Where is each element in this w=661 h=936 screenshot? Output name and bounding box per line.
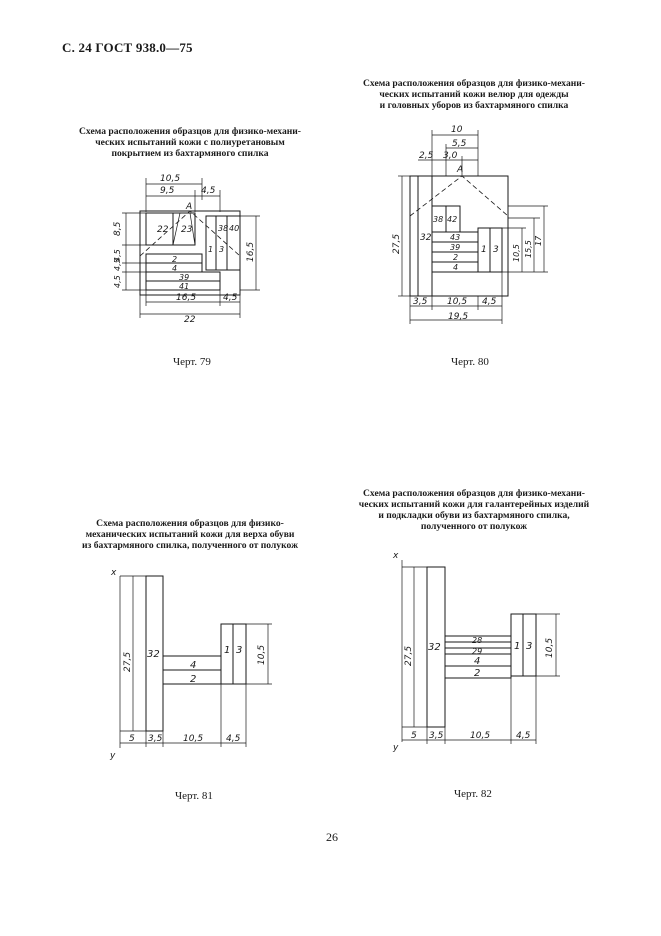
fig80-dim-right2: 15,5 bbox=[524, 240, 533, 258]
fig79-label-40: 40 bbox=[229, 224, 240, 233]
fig82-dim-b2: 3,5 bbox=[429, 731, 444, 741]
fig80-dim-top1: 10 bbox=[451, 125, 463, 135]
fig79-dim-left4: 4,5 bbox=[113, 275, 122, 288]
fig80-dim-left: 27,5 bbox=[392, 233, 402, 254]
fig82-label-28: 28 bbox=[472, 636, 483, 645]
fig79-title: Схема расположения образцов для физико-механи- ческих испытаний кожи с полиуретановым покрытием из бахтармяного спилка bbox=[79, 126, 301, 159]
fig79-label-1: 1 bbox=[208, 245, 214, 254]
fig80-caption: Черт. 80 bbox=[451, 356, 489, 368]
fig79-dim-top2b: 4,5 bbox=[201, 186, 216, 196]
fig79-dim-right: 16,5 bbox=[246, 241, 256, 262]
fig80-label-3: 3 bbox=[493, 245, 499, 255]
fig80-dim-right1: 10,5 bbox=[512, 244, 521, 262]
fig79-label-23: 23 bbox=[181, 225, 193, 235]
fig80-label-38: 38 bbox=[433, 215, 444, 224]
fig79-label-4: 4 bbox=[172, 264, 178, 273]
fig80-label-1: 1 bbox=[481, 245, 487, 255]
fig80-label-43: 43 bbox=[450, 233, 461, 242]
fig79-caption: Черт. 79 bbox=[173, 356, 211, 368]
fig81-label-32: 32 bbox=[147, 649, 160, 660]
fig79-dim-left2: 4,5 bbox=[113, 249, 122, 262]
fig82-label-29: 29 bbox=[472, 647, 483, 656]
fig82-title: Схема расположения образцов для физико-механи- ческих испытаний кожи для галантерейных изделий и подкладки обуви из бахтармяного спилка, полученного от полукож bbox=[358, 488, 590, 532]
fig81-dim-b4: 4,5 bbox=[226, 734, 241, 744]
fig79-dim-bot2: 22 bbox=[184, 315, 196, 325]
fig79-label-3: 3 bbox=[219, 245, 225, 254]
fig82-dim-left: 27,5 bbox=[404, 645, 414, 666]
fig81-label-1: 1 bbox=[224, 645, 231, 656]
page-number: 26 bbox=[326, 830, 338, 844]
fig82-dim-b3: 10,5 bbox=[470, 731, 491, 741]
fig80-label-2: 2 bbox=[453, 253, 459, 262]
fig79-label-2: 2 bbox=[172, 255, 178, 264]
fig81-label-4: 4 bbox=[190, 660, 197, 671]
fig80-dim-top2: 5,5 bbox=[452, 139, 467, 149]
fig80-dim-top3a: 2,5 bbox=[419, 151, 434, 161]
fig81-title: Схема расположения образцов для физико- механических испытаний кожи для верха обуви из бахтармяного спилка, полученного от полукож bbox=[81, 518, 299, 551]
fig82-dim-b1: 5 bbox=[411, 731, 417, 741]
fig79-label-39: 39 bbox=[179, 273, 190, 282]
fig82-dim-right: 10,5 bbox=[545, 637, 555, 658]
fig79-label-a: A bbox=[186, 202, 193, 212]
fig80-label-39: 39 bbox=[450, 243, 461, 252]
fig81-axis-x: x bbox=[111, 568, 117, 578]
fig80-dim-right3: 17 bbox=[534, 235, 543, 246]
fig80-dim-bot1c: 4,5 bbox=[482, 297, 497, 307]
fig80-label-4: 4 bbox=[453, 263, 459, 272]
fig79-dim-bot1a: 16,5 bbox=[176, 293, 197, 303]
fig79-dim-bot1b: 4,5 bbox=[223, 293, 238, 303]
fig82-axis-x: x bbox=[393, 551, 399, 561]
fig80-dim-bot2: 19,5 bbox=[448, 312, 469, 322]
fig82-label-3: 3 bbox=[526, 641, 533, 652]
fig81-caption: Черт. 81 bbox=[175, 790, 213, 802]
fig82-label-2: 2 bbox=[474, 668, 481, 679]
fig80-label-32: 32 bbox=[420, 233, 432, 243]
fig80-label-42: 42 bbox=[447, 215, 458, 224]
fig82-axis-y: y bbox=[393, 743, 399, 753]
fig81-dim-left: 27,5 bbox=[123, 651, 133, 672]
fig79-dim-left1: 8,5 bbox=[113, 221, 123, 236]
fig82-dim-b4: 4,5 bbox=[516, 731, 531, 741]
fig81-dim-b3: 10,5 bbox=[183, 734, 204, 744]
fig79-label-38: 38 bbox=[218, 224, 229, 233]
page-header: С. 24 ГОСТ 938.0—75 bbox=[62, 40, 193, 55]
fig82-label-1: 1 bbox=[514, 641, 521, 652]
fig79-label-41: 41 bbox=[179, 282, 190, 291]
fig81-dim-b2: 3,5 bbox=[148, 734, 163, 744]
fig79-dim-top1: 10,5 bbox=[160, 174, 181, 184]
fig82-label-4: 4 bbox=[474, 656, 481, 667]
fig79-label-22: 22 bbox=[157, 225, 169, 235]
fig80-dim-top3b: 3,0 bbox=[443, 151, 458, 161]
fig81-axis-y: y bbox=[110, 751, 116, 761]
fig80-dim-bot1a: 3,5 bbox=[413, 297, 428, 307]
fig80-dim-bot1b: 10,5 bbox=[447, 297, 468, 307]
fig81-dim-right: 10,5 bbox=[257, 644, 267, 665]
fig82-caption: Черт. 82 bbox=[454, 788, 492, 800]
fig82-label-32: 32 bbox=[428, 642, 441, 653]
fig81-label-2: 2 bbox=[190, 674, 197, 685]
fig79-dim-left3: 4,5 bbox=[113, 258, 122, 271]
fig80-label-a: A bbox=[457, 165, 464, 175]
fig79-dim-top2a: 9,5 bbox=[160, 186, 175, 196]
fig81-dim-b1: 5 bbox=[129, 734, 135, 744]
fig81-label-3: 3 bbox=[236, 645, 243, 656]
fig80-title: Схема расположения образцов для физико-механи- ческих испытаний кожи велюр для одежды и головных уборов из бахтармяного спилка bbox=[363, 78, 585, 111]
